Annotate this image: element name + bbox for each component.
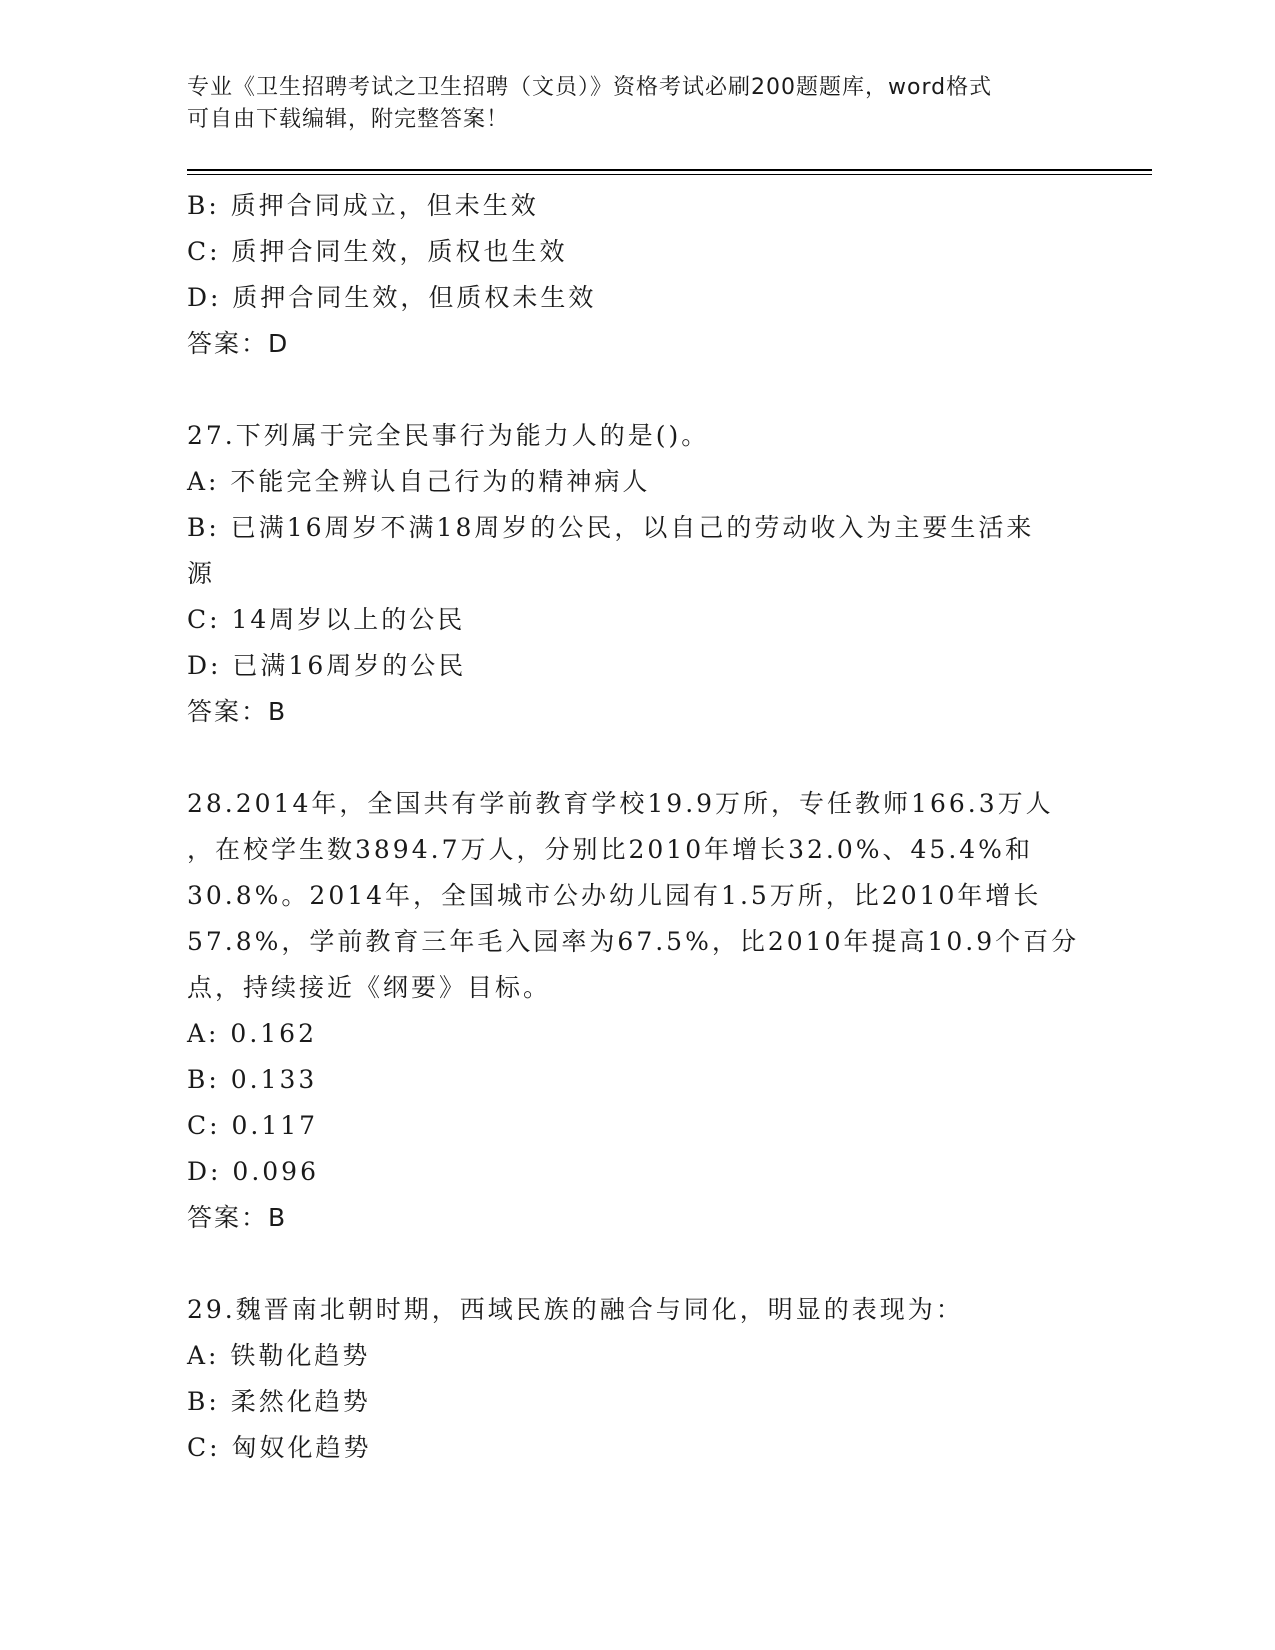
question-text-line-5: 点，持续接近《纲要》目标。 [187, 973, 552, 1002]
option-c: C: 质押合同生效，质权也生效 [187, 237, 568, 266]
header-line-1: 专业《卫生招聘考试之卫生招聘（文员）》资格考试必刷200题题库，word格式 [187, 75, 993, 100]
answer: 答案：B [187, 697, 288, 726]
question-29 [187, 1287, 1152, 1471]
question-text-line-3: 30.8%。2014年，全国城市公办幼儿园有1.5万所，比2010年增长 [187, 881, 1042, 910]
option-d: D: 0.096 [187, 1157, 319, 1186]
option-c: C: 14周岁以上的公民 [187, 605, 466, 634]
answer: 答案：B [187, 1203, 288, 1232]
question-text: 29.魏晋南北朝时期，西域民族的融合与同化，明显的表现为： [187, 1295, 964, 1324]
option-a: A: 铁勒化趋势 [187, 1341, 371, 1370]
option-d: D: 已满16周岁的公民 [187, 651, 467, 680]
answer: 答案：D [187, 329, 290, 358]
question-28 [187, 781, 1152, 1241]
question-text: 27.下列属于完全民事行为能力人的是()。 [187, 421, 710, 450]
question-26 [187, 183, 1152, 367]
option-b: B: 质押合同成立，但未生效 [187, 191, 539, 220]
option-b: B: 柔然化趋势 [187, 1387, 371, 1416]
question-text-line-2: ，在校学生数3894.7万人，分别比2010年增长32.0%、45.4%和 [187, 835, 1033, 864]
document-header [187, 72, 1067, 136]
option-b: B: 0.133 [187, 1065, 318, 1094]
option-b-continued: 源 [187, 559, 216, 588]
header-line-2: 可自由下载编辑，附完整答案！ [187, 107, 510, 132]
option-d: D: 质押合同生效，但质权未生效 [187, 283, 597, 312]
question-text-line-1: 28.2014年，全国共有学前教育学校19.9万所，专任教师166.3万人 [187, 789, 1054, 818]
question-27 [187, 413, 1152, 735]
option-c: C: 匈奴化趋势 [187, 1433, 372, 1462]
option-b: B: 已满16周岁不满18周岁的公民，以自己的劳动收入为主要生活来 [187, 513, 1035, 542]
question-text-line-4: 57.8%，学前教育三年毛入园率为67.5%，比2010年提高10.9个百分 [187, 927, 1080, 956]
header-divider [187, 169, 1152, 175]
option-a: A: 不能完全辨认自己行为的精神病人 [187, 467, 651, 496]
document-page [187, 72, 1152, 1471]
option-c: C: 0.117 [187, 1111, 319, 1140]
option-a: A: 0.162 [187, 1019, 317, 1048]
